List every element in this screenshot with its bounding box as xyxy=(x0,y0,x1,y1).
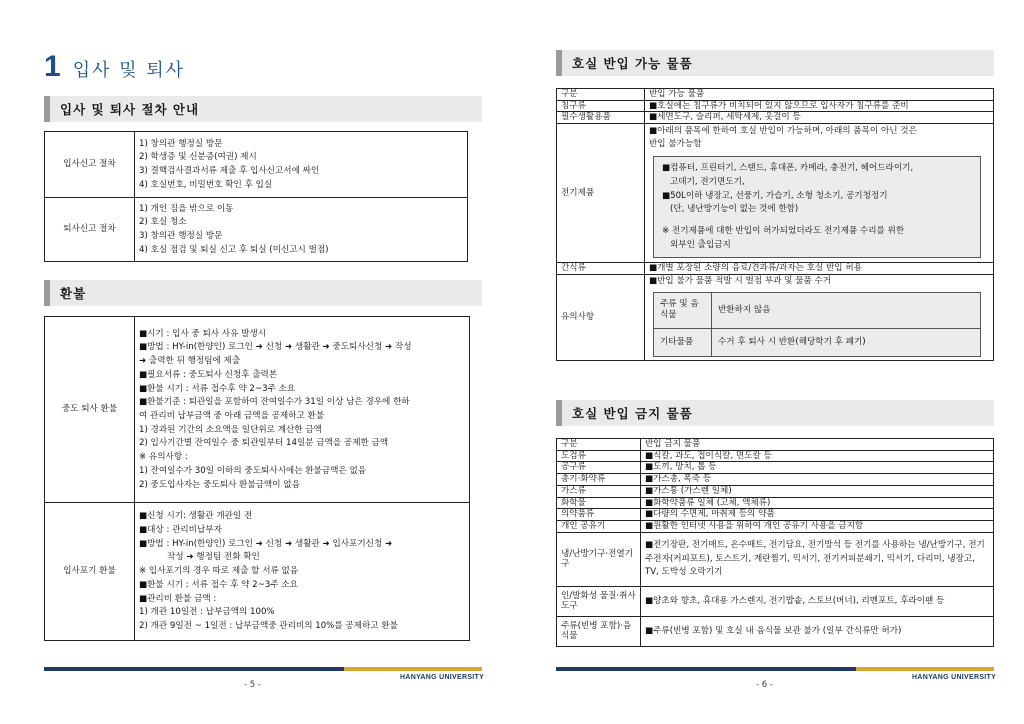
table-row xyxy=(557,509,994,521)
text-line: ■방법 : HY-in(한양인) 로그인 ➜ 신청 ➜ 생활관 ➜ 중도퇴사신청 ➜ 작성 xyxy=(139,342,412,353)
chapter-title: 입사 및 퇴사 xyxy=(72,60,186,81)
chapter-number: 1 xyxy=(44,50,61,83)
text-line: 1) 잔여일수가 30일 이하의 중도퇴사시에는 환불금액은 없음 xyxy=(139,465,367,476)
table-row xyxy=(654,328,981,356)
row-label: 입사포기 환불 xyxy=(45,503,135,641)
row-label: 냉/난방기구·전열기구 xyxy=(557,532,641,586)
header-cell: 반입 금지 물품 xyxy=(641,439,994,451)
table-row xyxy=(654,292,981,328)
row-content xyxy=(645,124,994,263)
table-row xyxy=(557,616,994,646)
row-content xyxy=(135,132,468,198)
table-row xyxy=(557,263,994,275)
row-label: 도검류 xyxy=(557,450,641,462)
row-content: ■양초와 향초, 휴대용 가스렌지, 전기밥솥, 스토브(버너), 리멘포트, 후라이팬 등 xyxy=(641,586,994,616)
text-line: ※ 입사포기의 경우 따로 제출 할 서류 없음 xyxy=(139,566,299,577)
section-heading-refund xyxy=(44,280,482,306)
row-label: 주류(빈병 포함)·음식물 xyxy=(557,616,641,646)
text-line: ➜ 출력한 뒤 행정팀에 제출 xyxy=(139,356,241,367)
text-line: ■관리비 환불 금액 : xyxy=(139,593,217,604)
row-label: 총기·화약류 xyxy=(557,474,641,486)
section-heading-procedure xyxy=(44,96,482,122)
table-header-row xyxy=(557,439,994,451)
text-line: ■필요서류 : 중도퇴사 신청후 출력본 xyxy=(139,369,278,380)
row-content xyxy=(645,274,994,360)
section-title: 환불 xyxy=(60,286,87,301)
row-label: 유의사항 xyxy=(557,274,645,360)
step-line: 3) 창의관 행정실 방문 xyxy=(139,231,223,241)
sub-label: 주류 및 음식물 xyxy=(654,292,712,328)
text-line: ■컴퓨터, 프린터기, 스탠드, 휴대폰, 카메라, 충전기, 헤어드라이기, xyxy=(662,163,914,174)
table-row xyxy=(557,100,994,112)
step-line: 4) 호실 점검 및 퇴실 신고 후 퇴실 (미신고시 벌점) xyxy=(139,244,329,255)
row-content: ■개별 포장된 소량의 음료/견과류/과자는 호실 반입 허용 xyxy=(645,263,994,275)
text-line: ■환불 시기 : 서류 접수후 약 2~3주 소요 xyxy=(139,383,296,394)
table-row xyxy=(557,521,994,533)
step-line: 4) 호실번호, 비밀번호 확인 후 입실 xyxy=(139,179,273,190)
table-row xyxy=(557,450,994,462)
section-heading-allowed xyxy=(556,50,994,76)
refund-table xyxy=(44,316,470,641)
text-line: 여 관리비 납부금액 중 아래 금액을 공제하고 환불 xyxy=(139,411,325,421)
page-number: - 5 - xyxy=(244,680,261,690)
table-row xyxy=(557,474,994,486)
row-content xyxy=(135,317,470,503)
section-bar xyxy=(556,400,562,426)
text-line: 2) 개관 9일전 ~ 1일전 : 납부금액중 관리비의 10%를 공제하고 환불 xyxy=(139,621,398,632)
row-content: ■세면도구, 슬리퍼, 세탁세제, 옷걸이 등 xyxy=(645,112,994,124)
table-header-row xyxy=(557,89,994,101)
text-line: ■시기 : 입사 중 퇴사 사유 발생시 xyxy=(139,328,267,339)
text-line: ■환불 시기 : 서류 접수 후 약 2~3주 소요 xyxy=(139,579,298,590)
text-line: (단, 냉난방기능이 없는 것에 한함) xyxy=(670,204,799,215)
text-line: 2) 입사기간별 잔여일수 중 퇴관일부터 14일분 금액을 공제한 금액 xyxy=(139,438,389,449)
row-content: ■호실에는 침구류가 비치되어 있지 않으므로 입사자가 침구류를 준비 xyxy=(645,100,994,112)
row-content: ■주류(빈병 포함) 및 호실 내 음식물 보관 불가 (일부 간식류만 허가) xyxy=(641,616,994,646)
row-label: 개인 공유기 xyxy=(557,521,641,533)
row-content xyxy=(135,503,470,641)
header-cell: 구분 xyxy=(557,89,645,101)
footer-rule xyxy=(556,667,994,671)
university-logo: HANYANG UNIVERSITY xyxy=(912,674,997,681)
row-label: 화학물 xyxy=(557,497,641,509)
text-line: ■방법 : HY-in(한양인) 로그인 ➜ 신청 ➜ 생활관 ➜ 입사포기신청 ➜ xyxy=(139,538,393,549)
row-label: 의약품류 xyxy=(557,509,641,521)
table-row xyxy=(45,503,470,641)
text-line: ■신청 시기: 생활관 개관일 전 xyxy=(139,511,253,522)
row-content xyxy=(135,198,468,262)
table-row xyxy=(557,485,994,497)
header-cell: 반입 가능 물품 xyxy=(645,89,994,101)
section-bar xyxy=(44,96,50,122)
text-line: ■50L이하 냉장고, 선풍기, 가습기, 소형 청소기, 공기청정기 xyxy=(662,190,888,201)
text-line: ■아래의 품목에 한하여 호실 반입이 가능하며, 아래의 품목이 아닌 것은 xyxy=(649,125,917,136)
text-line: 1) 개관 10일전 : 납부금액의 100% xyxy=(139,607,275,618)
text-line: 고데기, 전기면도기, xyxy=(670,176,745,187)
step-line: 2) 호실 청소 xyxy=(139,217,187,228)
right-page xyxy=(512,0,1024,724)
step-line: 1) 창의관 행정실 방문 xyxy=(139,138,223,149)
text-line: ※ 유의사항 : xyxy=(139,452,188,463)
sub-label: 기타물품 xyxy=(654,328,712,356)
row-content: ■가스총, 폭죽 등 xyxy=(641,474,994,486)
table-row xyxy=(45,132,468,198)
table-row xyxy=(557,124,994,263)
text-line: 1) 경과된 기간의 소요액을 일단위로 계산한 금액 xyxy=(139,424,322,435)
table-row xyxy=(557,497,994,509)
table-row xyxy=(557,112,994,124)
text-line: ■대상 : 관리비납부자 xyxy=(139,524,222,535)
row-label: 가스류 xyxy=(557,485,641,497)
text-line: 작성 ➜ 행정팀 전화 확인 xyxy=(167,552,260,563)
electric-items-box xyxy=(653,156,981,258)
procedure-table xyxy=(44,131,468,262)
text-line: 외부인 출입금지 xyxy=(670,239,731,250)
section-heading-banned xyxy=(556,400,994,426)
sub-value: 반환하지 않음 xyxy=(712,292,981,328)
row-label: 전기제품 xyxy=(557,124,645,263)
row-content: ■가스통 (가스렌 일체) xyxy=(641,485,994,497)
text-line: 2) 중도입사자는 중도퇴사 환불금액이 없음 xyxy=(139,479,300,490)
banned-items-table xyxy=(556,438,994,647)
section-title: 호실 반입 가능 물품 xyxy=(572,56,693,71)
caution-subtable xyxy=(653,292,981,357)
section-title: 호실 반입 금지 물품 xyxy=(572,406,693,421)
text-line: ※ 전기제품에 대한 반입이 허가되었더라도 전기제품 수리를 위한 xyxy=(662,226,905,237)
table-row xyxy=(45,317,470,503)
row-content: ■식칼, 과도, 접이식칼, 면도칼 등 xyxy=(641,450,994,462)
table-row xyxy=(557,274,994,360)
row-content: ■다량의 수면제, 마취제 등의 약품 xyxy=(641,509,994,521)
sub-value: 수거 후 퇴사 시 반환(해당학기 후 폐기) xyxy=(712,328,981,356)
row-label: 퇴사신고 절차 xyxy=(45,198,135,262)
section-bar xyxy=(44,280,50,306)
text-line: 반입 불가능함 xyxy=(649,139,702,150)
row-label: 인/발화성 물질·취사도구 xyxy=(557,586,641,616)
table-row xyxy=(557,462,994,474)
row-label: 간식류 xyxy=(557,263,645,275)
section-bar xyxy=(556,50,562,76)
section-title: 입사 및 퇴사 절차 안내 xyxy=(60,102,200,117)
row-label: 중도 퇴사 환불 xyxy=(45,317,135,503)
text-line: ■환불기준 : 퇴관일을 포함하여 잔여일수가 31일 이상 남은 경우에 한하 xyxy=(139,397,410,408)
page-number: - 6 - xyxy=(756,680,773,690)
allowed-items-table xyxy=(556,88,994,361)
table-row xyxy=(557,586,994,616)
row-label: 입사신고 절차 xyxy=(45,132,135,198)
row-content: ■원활한 인터넷 사용을 위하여 개인 공유기 사용을 금지함 xyxy=(641,521,994,533)
footer-rule xyxy=(44,667,482,671)
step-line: 1) 개인 짐을 밖으로 이동 xyxy=(139,203,234,214)
row-content: ■전기장판, 전기매트, 온수매트, 전기담요, 전기방석 등 전기를 사용하는 냉/난방기구, 전기주전자(커피포트), 토스트기, 계란찜기, 믹서기, 전기커피분쇄기, 믹서기, 다리미, 냉장고, TV, 도박성 오락기기 xyxy=(641,532,994,586)
row-label: 침구류 xyxy=(557,100,645,112)
university-logo: HANYANG UNIVERSITY xyxy=(400,674,485,681)
step-line: 2) 학생증 및 신분증(여권) 제시 xyxy=(139,152,257,163)
table-row xyxy=(557,532,994,586)
row-label: 필수생활용품 xyxy=(557,112,645,124)
row-label: 공구류 xyxy=(557,462,641,474)
row-content: ■도끼, 망치, 톱 등 xyxy=(641,462,994,474)
row-content: ■화학약품류 일체 (고체, 액체류) xyxy=(641,497,994,509)
header-cell: 구분 xyxy=(557,439,641,451)
step-line: 3) 결핵검사결과서류 제출 후 입사신고서에 싸인 xyxy=(139,166,320,176)
chapter-heading xyxy=(44,50,185,84)
table-row xyxy=(45,198,468,262)
text-line: ■반입 불가 물품 적발 시 벌점 부과 및 물품 수거 xyxy=(649,276,832,287)
